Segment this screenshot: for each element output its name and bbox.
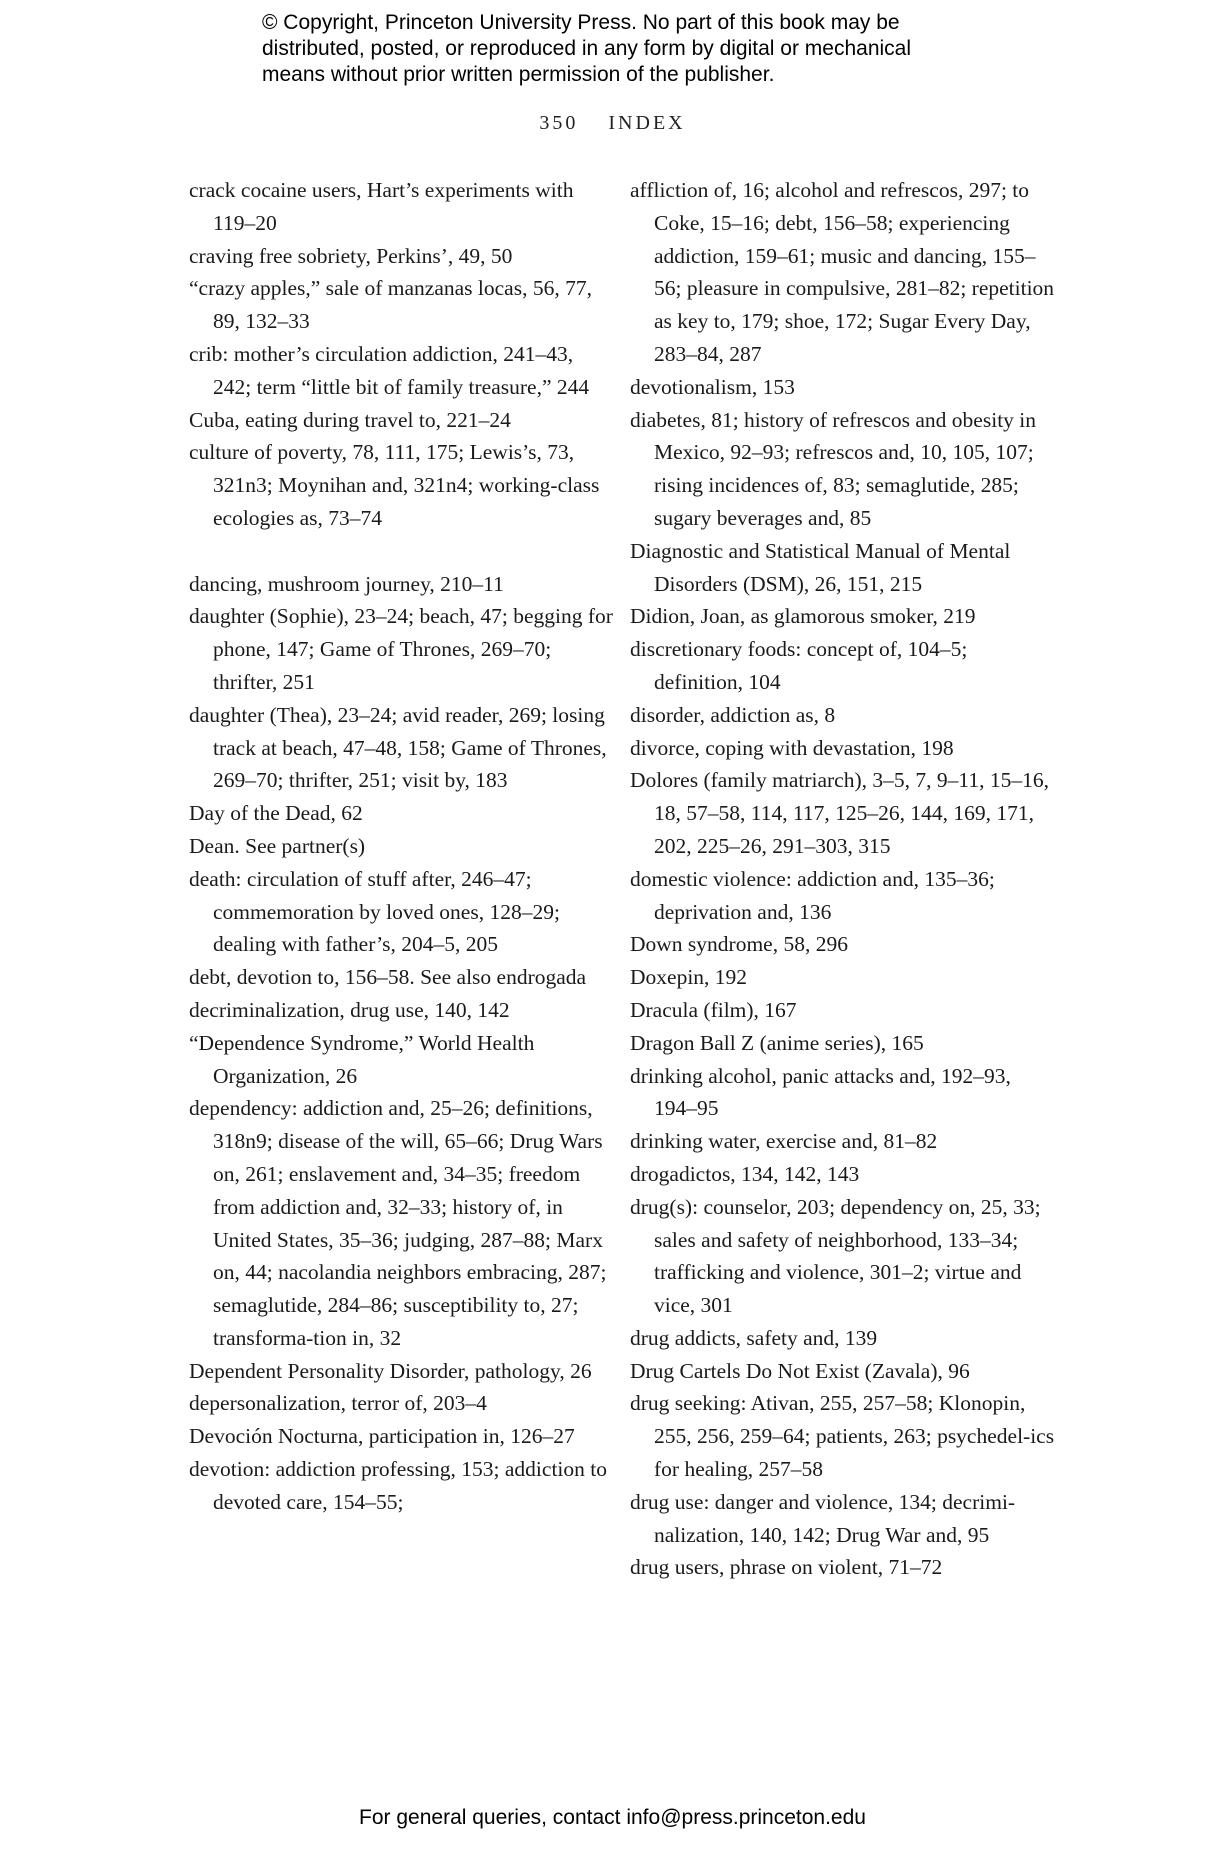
index-entry: drug addicts, safety and, 139 [630,1325,878,1350]
index-entry: disorder, addiction as, 8 [630,702,836,727]
index-entry: depersonalization, terror of, 203–4 [189,1391,487,1416]
index-entry: discretionary foods: concept of, 104–5; definition, 104 [630,637,968,694]
index-entry: drinking water, exercise and, 81–82 [630,1129,938,1154]
index-entry: Drug Cartels Do Not Exist (Zavala), 96 [630,1358,970,1383]
index-entry: drug users, phrase on violent, 71–72 [630,1555,943,1580]
index-entry: drinking alcohol, panic attacks and, 192–93, 194–95 [630,1063,1011,1121]
index-entry: diabetes, 81; history of refrescos and obesity in Mexico, 92–93; refrescos and, 10, 105, 107; rising incidences of, 83; semaglutide, 285; sugary beverages and, 85 [630,407,1037,530]
index-entry: death: circulation of stuff after, 246–47; commemoration by loved ones, 128–29; dealing with father’s, 204–5, 205 [189,866,560,957]
section-title: INDEX [608,112,686,134]
index-entry: Dean. See partner(s) [189,833,366,858]
copyright-line: means without prior written permission of the publisher. [262,63,775,86]
index-entry: dependency: addiction and, 25–26; definitions, 318n9; disease of the will, 65–66; Drug Wars on, 261; enslavement and, 34–35; freedom from addiction and, 32–33; history of, in United States, 35–36; judging, 287–88; Marx on, 44; nacolandia neighbors embracing, 287; semaglutide, 284–86; susceptibility to, 27; transforma-tion in, 32 [189,1096,607,1350]
index-entry: Diagnostic and Statistical Manual of Mental Disorders (DSM), 26, 151, 215 [630,538,1011,596]
index-entry: Cuba, eating during travel to, 221–24 [189,407,511,432]
index-entry: divorce, coping with devastation, 198 [630,735,954,760]
index-entry: drug(s): counselor, 203; dependency on, 25, 33; sales and safety of neighborhood, 133–34; trafficking and violence, 301–2; virtue and vice, 301 [630,1194,1041,1318]
index-entry: Dependent Personality Disorder, pathology, 26 [189,1358,592,1383]
index-entry: drug seeking: Ativan, 255, 257–58; Klonopin, 255, 256, 259–64; patients, 263; psychedel-ics for healing, 257–58 [630,1391,1055,1482]
index-entry: Didion, Joan, as glamorous smoker, 219 [630,604,976,629]
copyright-line: © Copyright, Princeton University Press. No part of this book may be [262,11,900,34]
index-entry: Day of the Dead, 62 [189,801,363,826]
index-entry: crack cocaine users, Hart’s experiments with 119–20 [189,178,574,235]
index-column-left [189,174,614,1519]
index-column-right [630,174,1055,1584]
index-entry: Dracula (film), 167 [630,997,797,1022]
index-entry: culture of poverty, 78, 111, 175; Lewis’s, 73, 321n3; Moynihan and, 321n4; working-class ecologies as, 73–74 [189,440,600,530]
footer-contact: For general queries, contact info@press.princeton.edu [359,1806,866,1829]
copyright-line: distributed, posted, or reproduced in any form by digital or mechanical [262,37,912,60]
copyright-notice [262,10,1022,88]
running-head [0,112,1225,135]
index-entry: “Dependence Syndrome,” World Health Organization, 26 [189,1030,535,1088]
index-entry: Dragon Ball Z (anime series), 165 [630,1030,924,1055]
index-entry: devotionalism, 153 [630,374,795,399]
index-entry: affliction of, 16; alcohol and refrescos, 297; to Coke, 15–16; debt, 156–58; experiencing addiction, 159–61; music and dancing, 155–56; pleasure in compulsive, 281–82; repetition as key to, 179; shoe, 172; Sugar Every Day, 283–84, 287 [630,178,1055,366]
index-entry: dancing, mushroom journey, 210–11 [189,571,504,596]
index-entry: Down syndrome, 58, 296 [630,932,848,957]
index-entry: drogadictos, 134, 142, 143 [630,1161,860,1186]
index-entry: craving free sobriety, Perkins’, 49, 50 [189,243,513,268]
index-entry: domestic violence: addiction and, 135–36; deprivation and, 136 [630,866,995,924]
index-entry: debt, devotion to, 156–58. See also endrogada [189,965,587,990]
index-entry: drug use: danger and violence, 134; decrimi-nalization, 140, 142; Drug War and, 95 [630,1489,1016,1547]
index-entry: Dolores (family matriarch), 3–5, 7, 9–11, 15–16, 18, 57–58, 114, 117, 125–26, 144, 169, 171, 202, 225–26, 291–303, 315 [630,768,1049,858]
index-entry: daughter (Sophie), 23–24; beach, 47; begging for phone, 147; Game of Thrones, 269–70; thrifter, 251 [189,604,613,694]
page-number: 350 [539,112,579,134]
index-entry: “crazy apples,” sale of manzanas locas, 56, 77, 89, 132–33 [189,276,592,334]
index-entry: decriminalization, drug use, 140, 142 [189,997,510,1022]
index-entry: Devoción Nocturna, participation in, 126–27 [189,1424,575,1449]
index-entry: devotion: addiction professing, 153; addiction to devoted care, 154–55; [189,1457,607,1514]
index-entry: daughter (Thea), 23–24; avid reader, 269; losing track at beach, 47–48, 158; Game of Thrones, 269–70; thrifter, 251; visit by, 183 [189,702,607,793]
letter-group-gap [189,535,614,568]
index-entry: Doxepin, 192 [630,965,748,990]
index-entry: crib: mother’s circulation addiction, 241–43, 242; term “little bit of family treasure,” 244 [189,341,590,399]
